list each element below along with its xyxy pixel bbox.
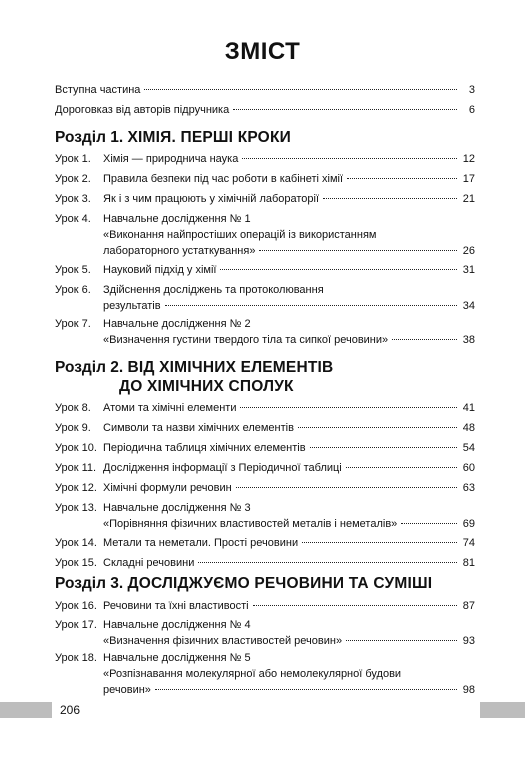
page-ref: 31 <box>462 264 475 276</box>
lesson-title-cont: «Порівняння фізичних властивостей металів і неметалів» <box>103 518 398 530</box>
lesson-title: Навчальне дослідження № 5 <box>103 652 251 664</box>
page-ref: 34 <box>462 300 475 312</box>
dot-leader <box>347 178 457 179</box>
dot-leader <box>220 269 457 270</box>
lesson-title: Навчальне дослідження № 4 <box>103 619 251 631</box>
toc-lesson-12[interactable] <box>55 480 475 496</box>
page-ref: 3 <box>468 84 475 96</box>
page-ref: 74 <box>462 537 475 549</box>
toc-lesson-14[interactable] <box>55 535 475 551</box>
toc-lesson-3[interactable] <box>55 191 475 207</box>
lesson-label: Урок 15. <box>55 557 97 569</box>
dot-leader <box>242 158 457 159</box>
dot-leader <box>165 305 457 306</box>
lesson-title: Хімія — природнича наука <box>103 153 239 165</box>
page-ref: 41 <box>462 402 475 414</box>
lesson-title: Навчальне дослідження № 2 <box>103 318 251 330</box>
section-name: ХІМІЯ. ПЕРШІ КРОКИ <box>127 129 291 146</box>
toc-lesson-9[interactable] <box>55 420 475 436</box>
page-ref: 69 <box>462 518 475 530</box>
lesson-label: Урок 10. <box>55 442 97 454</box>
toc-lesson-11[interactable] <box>55 460 475 476</box>
page-number: 206 <box>60 703 81 717</box>
toc-lesson-17[interactable] <box>55 617 475 649</box>
lesson-title: Навчальне дослідження № 1 <box>103 213 251 225</box>
page-ref: 98 <box>462 684 475 696</box>
section-heading-2[interactable] <box>55 358 475 396</box>
page-ref: 17 <box>462 173 475 185</box>
lesson-title-cont: «Визначення густини твердого тіла та сипкої речовини» <box>103 334 389 346</box>
lesson-title-cont: «Розпізнавання молекулярної або немолекулярної будови <box>103 668 402 680</box>
toc-lesson-15[interactable] <box>55 555 475 571</box>
entry-text: Вступна частина <box>55 84 141 96</box>
entry-text: Дороговказ від авторів підручника <box>55 104 230 116</box>
lesson-title: Періодична таблиця хімічних елементів <box>103 442 306 454</box>
footer-bar-left <box>0 702 52 718</box>
lesson-label: Урок 9. <box>55 422 91 434</box>
dot-leader <box>240 407 457 408</box>
lesson-title-cont: лабораторного устаткування» <box>103 245 256 257</box>
page-ref: 63 <box>462 482 475 494</box>
dot-leader <box>346 467 457 468</box>
section-label: Розділ 2. <box>55 359 124 376</box>
lesson-label: Урок 14. <box>55 537 97 549</box>
section-name: ВІД ХІМІЧНИХ ЕЛЕМЕНТІВ <box>127 359 334 376</box>
lesson-title-cont: речовин» <box>103 684 151 696</box>
lesson-title: Речовини та їхні властивості <box>103 600 249 612</box>
lesson-title: Дослідження інформації з Періодичної таблиці <box>103 462 342 474</box>
page-title: ЗМІСТ <box>224 38 301 65</box>
page-ref: 87 <box>462 600 475 612</box>
lesson-title: Хімічні формули речовин <box>103 482 232 494</box>
lesson-label: Урок 18. <box>55 652 97 664</box>
dot-leader <box>155 689 457 690</box>
lesson-title: Правила безпеки під час роботи в кабінеті хімії <box>103 173 344 185</box>
lesson-label: Урок 13. <box>55 502 97 514</box>
lesson-title: Навчальне дослідження № 3 <box>103 502 251 514</box>
lesson-title: Здійснення досліджень та протоколювання <box>103 284 324 296</box>
lesson-title: Складні речовини <box>103 557 195 569</box>
lesson-label: Урок 8. <box>55 402 91 414</box>
dot-leader <box>233 109 457 110</box>
page-ref: 38 <box>462 334 475 346</box>
lesson-label: Урок 3. <box>55 193 91 205</box>
toc-lesson-5[interactable] <box>55 262 475 278</box>
page-ref: 54 <box>462 442 475 454</box>
dot-leader <box>302 542 457 543</box>
section-label: Розділ 1. <box>55 129 124 146</box>
dot-leader <box>144 89 457 90</box>
lesson-label: Урок 17. <box>55 619 97 631</box>
toc-lesson-16[interactable] <box>55 598 475 614</box>
dot-leader <box>259 250 457 251</box>
toc-lesson-4[interactable] <box>55 211 475 259</box>
toc-lesson-7[interactable] <box>55 316 475 348</box>
toc-lesson-10[interactable] <box>55 440 475 456</box>
lesson-title-cont: «Виконання найпростіших операцій із використанням <box>103 229 377 241</box>
toc-lesson-18[interactable] <box>55 650 475 698</box>
dot-leader <box>346 640 457 641</box>
toc-lesson-13[interactable] <box>55 500 475 532</box>
toc-lesson-1[interactable] <box>55 151 475 167</box>
page-ref: 6 <box>468 104 475 116</box>
lesson-label: Урок 4. <box>55 213 91 225</box>
page-ref: 21 <box>462 193 475 205</box>
dot-leader <box>401 523 457 524</box>
dot-leader <box>298 427 457 428</box>
page-ref: 12 <box>462 153 475 165</box>
lesson-title-cont: «Визначення фізичних властивостей речовин» <box>103 635 343 647</box>
toc-lesson-8[interactable] <box>55 400 475 416</box>
lesson-label: Урок 11. <box>55 462 97 474</box>
toc-entry-authors-guide[interactable] <box>55 102 475 118</box>
lesson-title: Метали та неметали. Прості речовини <box>103 537 299 549</box>
lesson-label: Урок 7. <box>55 318 91 330</box>
lesson-label: Урок 2. <box>55 173 91 185</box>
toc-entry-intro[interactable] <box>55 82 475 98</box>
toc-lesson-6[interactable] <box>55 282 475 314</box>
dot-leader <box>236 487 457 488</box>
lesson-title: Атоми та хімічні елементи <box>103 402 237 414</box>
lesson-title: Науковий підхід у хімії <box>103 264 217 276</box>
section-label: Розділ 3. <box>55 575 124 592</box>
section-name: ДОСЛІДЖУЄМО РЕЧОВИНИ ТА СУМІШІ <box>127 575 433 592</box>
lesson-title: Символи та назви хімічних елементів <box>103 422 294 434</box>
lesson-label: Урок 1. <box>55 153 91 165</box>
section-heading-1[interactable] <box>55 128 475 147</box>
footer-bar-right <box>480 702 525 718</box>
lesson-title: Як і з чим працюють у хімічній лабораторії <box>103 193 320 205</box>
toc-lesson-2[interactable] <box>55 171 475 187</box>
dot-leader <box>253 605 457 606</box>
page-ref: 60 <box>462 462 475 474</box>
dot-leader <box>392 339 457 340</box>
lesson-label: Урок 12. <box>55 482 97 494</box>
page-ref: 81 <box>462 557 475 569</box>
section-name-line2: ДО ХІМІЧНИХ СПОЛУК <box>119 378 294 395</box>
lesson-title-cont: результатів <box>103 300 161 312</box>
page-ref: 48 <box>462 422 475 434</box>
dot-leader <box>198 562 457 563</box>
page-ref: 93 <box>462 635 475 647</box>
lesson-label: Урок 5. <box>55 264 91 276</box>
lesson-label: Урок 16. <box>55 600 97 612</box>
page-ref: 26 <box>462 245 475 257</box>
lesson-label: Урок 6. <box>55 284 91 296</box>
dot-leader <box>323 198 457 199</box>
section-heading-3[interactable] <box>55 574 475 593</box>
dot-leader <box>310 447 457 448</box>
